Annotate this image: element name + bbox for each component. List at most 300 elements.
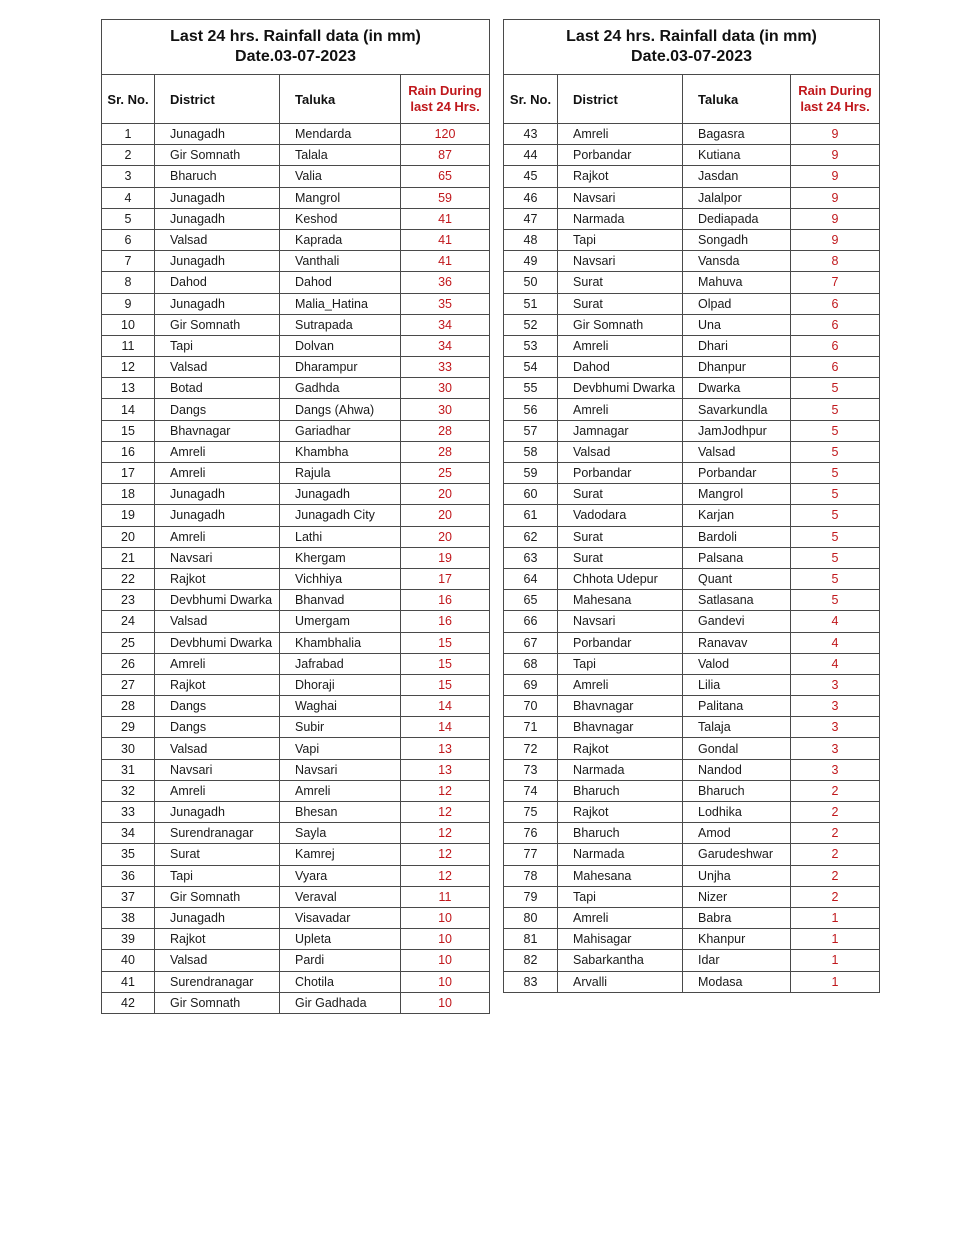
table-row — [504, 950, 880, 971]
cell-district: Surat — [558, 293, 683, 314]
cell-sr-no: 32 — [102, 780, 155, 801]
cell-district: Rajkot — [155, 568, 280, 589]
cell-sr-no: 3 — [102, 166, 155, 187]
table-row — [504, 229, 880, 250]
cell-taluka: Umergam — [280, 611, 401, 632]
cell-district: Surat — [558, 484, 683, 505]
cell-taluka: Mendarda — [280, 124, 401, 145]
table-row — [102, 929, 490, 950]
cell-rain-mm: 10 — [401, 929, 490, 950]
table-row — [504, 357, 880, 378]
cell-rain-mm: 14 — [401, 696, 490, 717]
cell-district: Rajkot — [155, 674, 280, 695]
table-row — [102, 526, 490, 547]
cell-rain-mm: 2 — [791, 886, 880, 907]
cell-sr-no: 17 — [102, 463, 155, 484]
cell-district: Amreli — [155, 441, 280, 462]
table-row — [102, 399, 490, 420]
cell-sr-no: 58 — [504, 441, 558, 462]
cell-rain-mm: 14 — [401, 717, 490, 738]
cell-rain-mm: 19 — [401, 547, 490, 568]
header-district: District — [558, 75, 683, 124]
cell-rain-mm: 15 — [401, 653, 490, 674]
cell-district: Bhavnagar — [558, 717, 683, 738]
cell-rain-mm: 4 — [791, 653, 880, 674]
table-row — [504, 674, 880, 695]
table-row — [102, 992, 490, 1013]
cell-taluka: Lilia — [683, 674, 791, 695]
cell-district: Surat — [155, 844, 280, 865]
cell-sr-no: 72 — [504, 738, 558, 759]
cell-sr-no: 11 — [102, 335, 155, 356]
cell-rain-mm: 41 — [401, 251, 490, 272]
cell-taluka: Dwarka — [683, 378, 791, 399]
cell-sr-no: 75 — [504, 802, 558, 823]
table-row — [102, 865, 490, 886]
cell-rain-mm: 59 — [401, 187, 490, 208]
cell-rain-mm: 2 — [791, 823, 880, 844]
table-row — [504, 568, 880, 589]
table-row — [504, 187, 880, 208]
cell-taluka: Valsad — [683, 441, 791, 462]
cell-district: Rajkot — [558, 802, 683, 823]
cell-rain-mm: 5 — [791, 463, 880, 484]
cell-sr-no: 64 — [504, 568, 558, 589]
cell-rain-mm: 5 — [791, 378, 880, 399]
cell-rain-mm: 13 — [401, 759, 490, 780]
cell-taluka: Vanthali — [280, 251, 401, 272]
header-sr-no: Sr. No. — [102, 75, 155, 124]
cell-district: Gir Somnath — [155, 145, 280, 166]
cell-sr-no: 82 — [504, 950, 558, 971]
table-row — [102, 653, 490, 674]
cell-sr-no: 38 — [102, 907, 155, 928]
cell-district: Valsad — [155, 611, 280, 632]
cell-taluka: Bardoli — [683, 526, 791, 547]
cell-sr-no: 40 — [102, 950, 155, 971]
cell-district: Tapi — [558, 886, 683, 907]
cell-rain-mm: 17 — [401, 568, 490, 589]
cell-district: Narmada — [558, 759, 683, 780]
cell-sr-no: 14 — [102, 399, 155, 420]
cell-rain-mm: 35 — [401, 293, 490, 314]
cell-sr-no: 20 — [102, 526, 155, 547]
cell-district: Surat — [558, 526, 683, 547]
cell-taluka: Dhanpur — [683, 357, 791, 378]
cell-sr-no: 53 — [504, 335, 558, 356]
cell-taluka: Mangrol — [280, 187, 401, 208]
cell-district: Valsad — [155, 950, 280, 971]
cell-taluka: Bharuch — [683, 780, 791, 801]
table-row — [102, 335, 490, 356]
table-row — [102, 547, 490, 568]
cell-district: Junagadh — [155, 484, 280, 505]
cell-sr-no: 23 — [102, 590, 155, 611]
cell-sr-no: 6 — [102, 229, 155, 250]
cell-district: Chhota Udepur — [558, 568, 683, 589]
cell-sr-no: 79 — [504, 886, 558, 907]
cell-taluka: Keshod — [280, 208, 401, 229]
table-row — [102, 971, 490, 992]
cell-rain-mm: 12 — [401, 780, 490, 801]
cell-rain-mm: 13 — [401, 738, 490, 759]
cell-sr-no: 39 — [102, 929, 155, 950]
header-rain — [401, 75, 490, 124]
cell-rain-mm: 34 — [401, 335, 490, 356]
cell-district: Porbandar — [558, 632, 683, 653]
cell-district: Valsad — [558, 441, 683, 462]
cell-rain-mm: 20 — [401, 484, 490, 505]
table-row — [102, 314, 490, 335]
cell-taluka: Veraval — [280, 886, 401, 907]
cell-taluka: Unjha — [683, 865, 791, 886]
table-row — [102, 590, 490, 611]
cell-district: Botad — [155, 378, 280, 399]
cell-district: Bharuch — [558, 823, 683, 844]
table-row — [504, 653, 880, 674]
table-row — [504, 293, 880, 314]
table-row — [102, 272, 490, 293]
title-line-1: Last 24 hrs. Rainfall data (in mm) — [566, 28, 817, 45]
cell-district: Mahisagar — [558, 929, 683, 950]
cell-district: Dangs — [155, 717, 280, 738]
cell-district: Junagadh — [155, 124, 280, 145]
cell-taluka: Lathi — [280, 526, 401, 547]
cell-sr-no: 34 — [102, 823, 155, 844]
cell-taluka: Garudeshwar — [683, 844, 791, 865]
cell-taluka: Gadhda — [280, 378, 401, 399]
cell-taluka: Karjan — [683, 505, 791, 526]
cell-sr-no: 69 — [504, 674, 558, 695]
cell-taluka: Dhari — [683, 335, 791, 356]
header-sr-no: Sr. No. — [504, 75, 558, 124]
table-row — [102, 696, 490, 717]
cell-taluka: Amod — [683, 823, 791, 844]
cell-taluka: Ranavav — [683, 632, 791, 653]
cell-district: Navsari — [155, 759, 280, 780]
table-row — [102, 208, 490, 229]
cell-district: Bharuch — [155, 166, 280, 187]
cell-sr-no: 41 — [102, 971, 155, 992]
cell-district: Narmada — [558, 844, 683, 865]
table-row — [102, 124, 490, 145]
cell-sr-no: 25 — [102, 632, 155, 653]
cell-taluka: Malia_Hatina — [280, 293, 401, 314]
cell-rain-mm: 15 — [401, 632, 490, 653]
cell-sr-no: 74 — [504, 780, 558, 801]
header-rain — [791, 75, 880, 124]
cell-rain-mm: 6 — [791, 335, 880, 356]
cell-rain-mm: 10 — [401, 992, 490, 1013]
cell-taluka: Navsari — [280, 759, 401, 780]
table-row — [102, 738, 490, 759]
cell-rain-mm: 5 — [791, 505, 880, 526]
cell-district: Junagadh — [155, 293, 280, 314]
cell-rain-mm: 12 — [401, 823, 490, 844]
cell-rain-mm: 1 — [791, 907, 880, 928]
cell-sr-no: 1 — [102, 124, 155, 145]
cell-sr-no: 48 — [504, 229, 558, 250]
cell-district: Tapi — [155, 865, 280, 886]
cell-taluka: Subir — [280, 717, 401, 738]
cell-rain-mm: 10 — [401, 950, 490, 971]
cell-rain-mm: 5 — [791, 484, 880, 505]
cell-sr-no: 18 — [102, 484, 155, 505]
cell-sr-no: 54 — [504, 357, 558, 378]
cell-sr-no: 70 — [504, 696, 558, 717]
cell-rain-mm: 15 — [401, 674, 490, 695]
cell-sr-no: 33 — [102, 802, 155, 823]
table-row — [504, 823, 880, 844]
cell-district: Amreli — [558, 674, 683, 695]
cell-sr-no: 16 — [102, 441, 155, 462]
cell-sr-no: 59 — [504, 463, 558, 484]
cell-sr-no: 57 — [504, 420, 558, 441]
table-row — [102, 251, 490, 272]
table-row — [504, 717, 880, 738]
cell-rain-mm: 6 — [791, 293, 880, 314]
table-row — [102, 484, 490, 505]
table-row — [102, 717, 490, 738]
table-row — [504, 844, 880, 865]
table-row — [504, 272, 880, 293]
cell-rain-mm: 4 — [791, 632, 880, 653]
cell-rain-mm: 2 — [791, 844, 880, 865]
table-row — [102, 823, 490, 844]
table-row — [102, 611, 490, 632]
cell-district: Surat — [558, 547, 683, 568]
cell-taluka: Amreli — [280, 780, 401, 801]
cell-district: Dahod — [558, 357, 683, 378]
cell-taluka: Dharampur — [280, 357, 401, 378]
cell-rain-mm: 87 — [401, 145, 490, 166]
cell-rain-mm: 4 — [791, 611, 880, 632]
cell-taluka: Dhoraji — [280, 674, 401, 695]
cell-rain-mm: 12 — [401, 844, 490, 865]
cell-district: Junagadh — [155, 907, 280, 928]
cell-sr-no: 51 — [504, 293, 558, 314]
cell-sr-no: 29 — [102, 717, 155, 738]
cell-sr-no: 46 — [504, 187, 558, 208]
cell-taluka: Valia — [280, 166, 401, 187]
cell-rain-mm: 36 — [401, 272, 490, 293]
cell-rain-mm: 5 — [791, 420, 880, 441]
cell-district: Navsari — [558, 251, 683, 272]
cell-taluka: Jasdan — [683, 166, 791, 187]
cell-sr-no: 15 — [102, 420, 155, 441]
cell-rain-mm: 28 — [401, 441, 490, 462]
table-row — [504, 865, 880, 886]
cell-district: Bhavnagar — [155, 420, 280, 441]
cell-rain-mm: 20 — [401, 526, 490, 547]
cell-district: Junagadh — [155, 505, 280, 526]
cell-district: Arvalli — [558, 971, 683, 992]
cell-sr-no: 9 — [102, 293, 155, 314]
table-row — [102, 907, 490, 928]
cell-district: Mahesana — [558, 865, 683, 886]
cell-rain-mm: 12 — [401, 865, 490, 886]
table-row — [102, 505, 490, 526]
cell-rain-mm: 6 — [791, 314, 880, 335]
cell-taluka: Dahod — [280, 272, 401, 293]
cell-sr-no: 43 — [504, 124, 558, 145]
table-row — [102, 187, 490, 208]
table-row — [504, 251, 880, 272]
cell-district: Amreli — [155, 526, 280, 547]
table-row — [504, 526, 880, 547]
cell-taluka: Mahuva — [683, 272, 791, 293]
rainfall-table-left — [101, 19, 490, 1014]
rainfall-table-right — [503, 19, 880, 993]
cell-rain-mm: 5 — [791, 441, 880, 462]
title-date: Date.03-07-2023 — [631, 48, 752, 65]
header-taluka: Taluka — [683, 75, 791, 124]
cell-rain-mm: 5 — [791, 590, 880, 611]
cell-district: Valsad — [155, 738, 280, 759]
cell-taluka: Gariadhar — [280, 420, 401, 441]
cell-rain-mm: 9 — [791, 208, 880, 229]
cell-sr-no: 10 — [102, 314, 155, 335]
cell-sr-no: 4 — [102, 187, 155, 208]
cell-taluka: Talala — [280, 145, 401, 166]
cell-rain-mm: 16 — [401, 590, 490, 611]
cell-district: Sabarkantha — [558, 950, 683, 971]
cell-rain-mm: 1 — [791, 950, 880, 971]
cell-taluka: Savarkundla — [683, 399, 791, 420]
cell-taluka: Quant — [683, 568, 791, 589]
cell-taluka: Khambhalia — [280, 632, 401, 653]
table-row — [504, 399, 880, 420]
table-row — [102, 145, 490, 166]
cell-sr-no: 80 — [504, 907, 558, 928]
table-row — [504, 484, 880, 505]
cell-district: Valsad — [155, 357, 280, 378]
cell-taluka: Olpad — [683, 293, 791, 314]
cell-sr-no: 13 — [102, 378, 155, 399]
cell-sr-no: 68 — [504, 653, 558, 674]
cell-rain-mm: 9 — [791, 124, 880, 145]
table-row — [504, 335, 880, 356]
cell-sr-no: 26 — [102, 653, 155, 674]
cell-taluka: Vansda — [683, 251, 791, 272]
cell-district: Devbhumi Dwarka — [155, 590, 280, 611]
cell-rain-mm: 41 — [401, 229, 490, 250]
cell-taluka: Khergam — [280, 547, 401, 568]
cell-district: Dahod — [155, 272, 280, 293]
header-taluka: Taluka — [280, 75, 401, 124]
cell-rain-mm: 41 — [401, 208, 490, 229]
cell-rain-mm: 25 — [401, 463, 490, 484]
cell-taluka: Porbandar — [683, 463, 791, 484]
cell-taluka: Dediapada — [683, 208, 791, 229]
table-row — [504, 780, 880, 801]
cell-sr-no: 55 — [504, 378, 558, 399]
cell-taluka: Chotila — [280, 971, 401, 992]
cell-sr-no: 50 — [504, 272, 558, 293]
cell-taluka: Bhanvad — [280, 590, 401, 611]
cell-district: Jamnagar — [558, 420, 683, 441]
cell-sr-no: 44 — [504, 145, 558, 166]
table-row — [504, 611, 880, 632]
cell-sr-no: 77 — [504, 844, 558, 865]
cell-sr-no: 7 — [102, 251, 155, 272]
table-row — [102, 293, 490, 314]
table-row — [504, 886, 880, 907]
header-rain-line-2: last 24 Hrs. — [410, 99, 480, 114]
table-row — [504, 971, 880, 992]
cell-district: Amreli — [558, 907, 683, 928]
cell-district: Tapi — [155, 335, 280, 356]
cell-taluka: Nizer — [683, 886, 791, 907]
cell-taluka: JamJodhpur — [683, 420, 791, 441]
cell-sr-no: 47 — [504, 208, 558, 229]
table-row — [102, 844, 490, 865]
cell-sr-no: 52 — [504, 314, 558, 335]
cell-rain-mm: 2 — [791, 865, 880, 886]
table-row — [102, 378, 490, 399]
cell-district: Devbhumi Dwarka — [155, 632, 280, 653]
cell-taluka: Talaja — [683, 717, 791, 738]
title-line-1: Last 24 hrs. Rainfall data (in mm) — [170, 28, 421, 45]
table-row — [504, 208, 880, 229]
table-title — [504, 20, 880, 75]
cell-rain-mm: 9 — [791, 229, 880, 250]
cell-district: Surendranagar — [155, 971, 280, 992]
cell-sr-no: 21 — [102, 547, 155, 568]
cell-rain-mm: 11 — [401, 886, 490, 907]
cell-taluka: Songadh — [683, 229, 791, 250]
cell-taluka: Visavadar — [280, 907, 401, 928]
cell-rain-mm: 1 — [791, 929, 880, 950]
cell-sr-no: 31 — [102, 759, 155, 780]
cell-sr-no: 65 — [504, 590, 558, 611]
cell-district: Surat — [558, 272, 683, 293]
cell-taluka: Pardi — [280, 950, 401, 971]
cell-sr-no: 45 — [504, 166, 558, 187]
cell-district: Bharuch — [558, 780, 683, 801]
table-row — [102, 780, 490, 801]
cell-sr-no: 49 — [504, 251, 558, 272]
table-row — [102, 886, 490, 907]
cell-rain-mm: 9 — [791, 145, 880, 166]
cell-sr-no: 62 — [504, 526, 558, 547]
cell-sr-no: 56 — [504, 399, 558, 420]
table-row — [504, 696, 880, 717]
cell-district: Narmada — [558, 208, 683, 229]
cell-sr-no: 76 — [504, 823, 558, 844]
cell-sr-no: 28 — [102, 696, 155, 717]
cell-rain-mm: 3 — [791, 738, 880, 759]
cell-rain-mm: 120 — [401, 124, 490, 145]
cell-taluka: Vichhiya — [280, 568, 401, 589]
cell-taluka: Junagadh City — [280, 505, 401, 526]
cell-sr-no: 37 — [102, 886, 155, 907]
table-row — [102, 674, 490, 695]
cell-taluka: Kamrej — [280, 844, 401, 865]
cell-district: Bhavnagar — [558, 696, 683, 717]
cell-taluka: Idar — [683, 950, 791, 971]
table-row — [504, 590, 880, 611]
cell-district: Gir Somnath — [155, 886, 280, 907]
cell-sr-no: 30 — [102, 738, 155, 759]
cell-taluka: Sutrapada — [280, 314, 401, 335]
header-rain-line-1: Rain During — [798, 83, 872, 98]
cell-rain-mm: 20 — [401, 505, 490, 526]
cell-taluka: Sayla — [280, 823, 401, 844]
cell-taluka: Nandod — [683, 759, 791, 780]
cell-rain-mm: 34 — [401, 314, 490, 335]
cell-taluka: Kutiana — [683, 145, 791, 166]
